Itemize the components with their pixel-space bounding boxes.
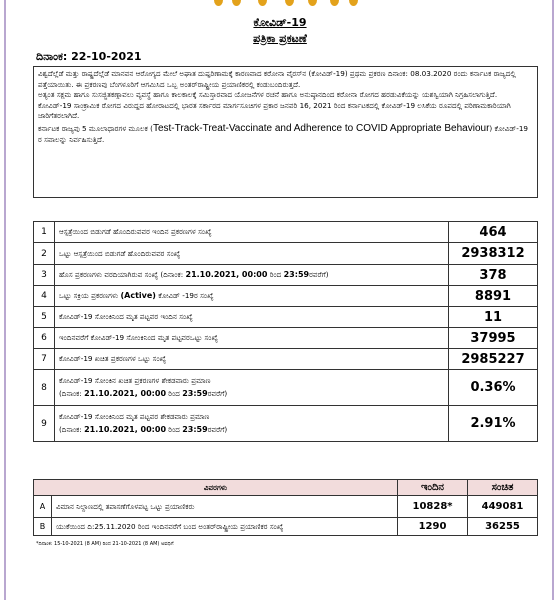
row-label-sub-prefix: (ದಿನಾಂಕ: [59,425,85,434]
table-row [34,349,538,370]
row-code: B [34,518,52,536]
row-label: ಆಸ್ಪತ್ರೆಯಿಂದ ಬಿಡುಗಡೆ ಹೊಂದಿರುವವರ ಇಂದಿನ ಪ್ರಕರಣಗಳ ಸಂಖ್ಯೆ [55,222,449,243]
row-label-text: ಹೊಸ ಪ್ರಕರಣಗಳು ವರದಿಯಾಗಿರುವ ಸಂಖ್ಯೆ (ದಿನಾಂಕ: [59,270,186,279]
row-label: ವಿಮಾನ ನಿಲ್ದಾಣದಲ್ಲಿ ತಪಾಸಣೆಗೊಳಪಟ್ಟ ಒಟ್ಟು ಪ್ರಯಾಣಿಕರು [52,496,398,518]
row-label [55,406,449,442]
traveller-table [33,479,538,536]
row-label-bold: 23:59 [283,270,310,279]
row-today: 10828* [398,496,468,518]
row-label-bold: 21.10.2021, 00:00 [84,389,167,398]
intro-p4-english: Test-Track-Treat-Vaccinate and Adherence to COVID Appropriate Behaviour [152,122,490,134]
row-label-tail: ರವರೆಗೆ) [207,425,228,434]
intro-paragraph-2: ಅತ್ಯಂತ ಸಕ್ಷಮ ಹಾಗೂ ಸುಸಜ್ಜಿತಕಣ್ಗಾವಲು ವ್ಯವಸ್ಥೆ ಹಾಗೂ ಕಾಲಕಾಲಕ್ಕೆ ಸಮಿಸ್ತಾರವಾದ ಯೋಜನೆಗಳ ರಚನೆ ಹಾಗೂ ಅನುಷ್ಠಾನದಿಂದ ಕರೋನಾ ರೋಗದ ಹರಡುವಿಕೆಯನ್ನು ಯಶಸ್ವಿಯಾಗಿ ನಿಗ್ರಹಿಸಲಾಗುತ್ತಿದೆ. [38,90,498,100]
row-number: 9 [34,406,55,442]
table-row [34,518,538,536]
row-label: ಒಟ್ಟು ಆಸ್ಪತ್ರೆಯಿಂದ ಬಿಡುಗಡೆ ಹೊಂದಿರುವವರ ಸಂಖ್ಯೆ [55,243,449,265]
row-value: 464 [449,222,538,243]
intro-paragraph-4 [38,122,533,146]
table-row [34,222,538,243]
row-number: 4 [34,286,55,307]
row-value: 37995 [449,328,538,349]
report-date: ದಿನಾಂಕ: 22-10-2021 [36,50,142,63]
row-label: ಕೋವಿಡ್-19 ಸೋಂಕಿನಿಂದ ಮೃತ ಪಟ್ಟವರ ಇಂದಿನ ಸಂಖ್ಯೆ [55,307,449,328]
row-label-text: ಒಟ್ಟು ಸಕ್ರಿಯ ಪ್ರಕರಣಗಳು [59,291,121,300]
stats-table [33,221,538,442]
row-label-bold: 23:59 [182,425,208,434]
row-number: 2 [34,243,55,265]
row-label-tail: ಕೋವಿಡ್ -19ರ ಸಂಖ್ಯೆ [155,291,214,300]
row-label-bold: 23:59 [182,389,208,398]
row-number: 1 [34,222,55,243]
row-label: ಇಂದಿನವರೆಗೆ ಕೋವಿಡ್-19 ಸೋಂಕಿನಿಂದ ಮೃತ ಪಟ್ಟವರಒಟ್ಟು ಸಂಖ್ಯೆ [55,328,449,349]
row-number: 7 [34,349,55,370]
row-label-text: ಕೋವಿಡ್-19 ಸೋಂಕಿನಿಂದ ಮೃತ ಪಟ್ಟವರ ಶೇಕಡವಾರು ಪ್ರಮಾಣ [59,412,210,421]
row-label [55,265,449,286]
table-row [34,496,538,518]
row-cumulative: 449081 [468,496,538,518]
row-cumulative: 36255 [468,518,538,536]
table-row [34,307,538,328]
row-value: 378 [449,265,538,286]
row-label-bold: 21.10.2021, 00:00 [185,270,268,279]
table-row [34,406,538,442]
row-label: ಕೋವಿಡ್-19 ಖಚಿತ ಪ್ರಕರಣಗಳ ಒಟ್ಟು ಸಂಖ್ಯೆ [55,349,449,370]
header-today: ಇಂದಿನ [398,480,468,496]
row-today: 1290 [398,518,468,536]
row-value: 2938312 [449,243,538,265]
row-label-tail: ರವರೆಗೆ) [207,389,228,398]
row-label [55,286,449,307]
row-label-sub-prefix: (ದಿನಾಂಕ: [59,389,85,398]
intro-paragraph-3: ಕೋವಿಡ್-19 ಸಾಂಕ್ರಾಮಿಕ ರೋಗದ ವಿರುದ್ದದ ಹೋರಾಟದಲ್ಲಿ ಭಾರತ ಸರ್ಕಾರದ ಮಾರ್ಗಸೂಚಿಗಳ ಪ್ರಕಾರ ಜನವರಿ 16, 2021 ರಿಂದ ಕರ್ನಾಟಕದಲ್ಲಿ ಕೋವಿಡ್-19 ಲಸಿಕೆಯ ರೂಪದಲ್ಲಿ ಪರಿಣಾಮಕಾರಿಯಾಗಿ ಜಾರಿಗೆತರಲಾಗಿದೆ. [38,100,511,121]
row-code: A [34,496,52,518]
row-number: 8 [34,370,55,406]
table-row [34,328,538,349]
intro-p4-prefix: ಕರ್ನಾಟಕ ರಾಜ್ಯವು 5 ಮೂಲಾಧಾರಗಳ ಮೂಲಕ ( [38,123,153,133]
row-label-bold: 21.10.2021, 00:00 [84,425,167,434]
row-value: 2.91% [449,406,538,442]
row-value: 8891 [449,286,538,307]
row-value: 2985227 [449,349,538,370]
row-number: 6 [34,328,55,349]
row-number: 5 [34,307,55,328]
header-details: ವಿವರಗಳು [34,480,398,496]
row-label-mid: ರಿಂದ [166,425,183,434]
table-header-row [34,480,538,496]
row-label-tail: ರವರೆಗೆ) [309,270,329,279]
header-cumulative: ಸಂಚಿತ [468,480,538,496]
row-label-subline [59,389,444,399]
page-subtitle: ಪತ್ರಿಕಾ ಪ್ರಕಟಣೆ [253,32,307,45]
table-row [34,243,538,265]
row-label-bold: (Active) [120,291,156,300]
row-label-text: ಕೋವಿಡ್-19 ಸೋಂಕಿನ ಖಚಿತ ಪ್ರಕರಣಗಳ ಶೇಕಡವಾರು ಪ್ರಮಾಣ [59,376,211,385]
table-row [34,286,538,307]
intro-p4-suffix: ) ಕೋವಿಡ್-19 ರ ಸವಾಲನ್ನು ನಿರ್ವಹಿಸುತ್ತಿದೆ. [38,123,528,144]
row-value: 11 [449,307,538,328]
page-title: ಕೋವಿಡ್-19 [253,16,307,29]
row-label-mid: ರಿಂದ [166,389,183,398]
page-border-left [4,0,6,600]
decorative-border-top [0,0,560,7]
row-label-mid: ರಿಂದ [267,270,284,279]
row-label-subline [59,425,444,435]
row-value: 0.36% [449,370,538,406]
row-label [55,370,449,406]
table-row [34,265,538,286]
intro-box [33,66,538,198]
table-row [34,370,538,406]
row-label: ಯುಕೆಯಿಂದ ದಿ:25.11.2020 ರಿಂದ ಇಂದಿನವರೆಗೆ ಬಂದ ಅಂತರ್‌ರಾಷ್ಟ್ರೀಯ ಪ್ರಯಾಣಿಕರ ಸಂಖ್ಯೆ [52,518,398,536]
page-border-right [552,0,554,600]
intro-paragraph-1: ವಿಶ್ವದೆಲ್ಲೆಡೆ ಮತ್ತು ರಾಷ್ಟ್ರದೆಲ್ಲೆಡೆ ಮಾನವನ ಆರೋಗ್ಯದ ಮೇಲೆ ಅಘಾತ ದುಷ್ಪರಿಣಾಮಕ್ಕೆ ಕಾರಣವಾದ ಕರೋನಾ ವೈರಸ್‌ನ (ಕೋವಿಡ್-19) ಪ್ರಥಮ ಪ್ರಕರಣ ದಿನಾಂಕ: 08.03.2020 ರಂದು ಕರ್ನಾಟಕ ರಾಜ್ಯದಲ್ಲಿ ಪತ್ತೆಯಾಯಿತು. ಈ ಪ್ರಕರಣವು ಬೆಂಗಳೂರಿಗೆ ಆಗಮಿಸಿದ ಒಬ್ಬ ಅಂತರ್‌ರಾಷ್ಟ್ರೀಯ ಪ್ರಯಾಣಿಕರಲ್ಲಿ ಕಂಡುಬಂದಿರುತ್ತದೆ. [38,69,516,89]
footnote: *ದಿನಾಂಕ: 15-10-2021 (8 AM) ರಿಂದ 21-10-2021 (8 AM) ಅವಧಿಗೆ [36,541,174,547]
row-number: 3 [34,265,55,286]
